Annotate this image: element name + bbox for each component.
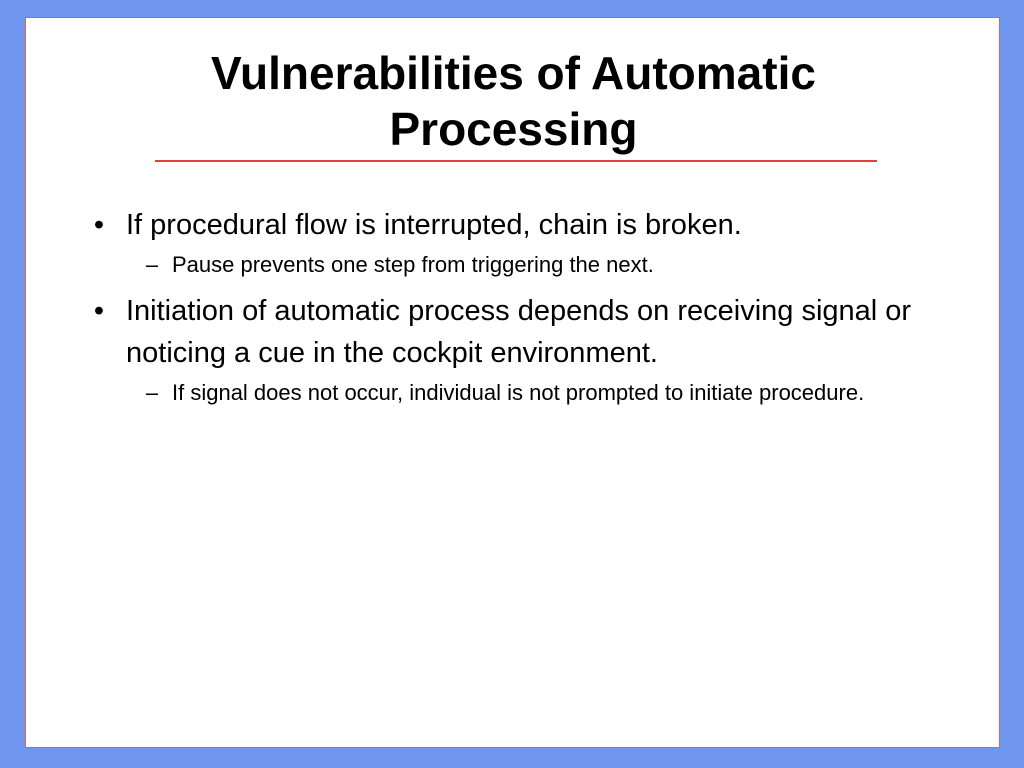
sub-bullet-text: If signal does not occur, individual is not prompted to initiate procedure. xyxy=(172,380,865,405)
bullet-item-2 xyxy=(84,290,964,374)
sub-bullet-marker: – xyxy=(145,380,159,405)
sub-bullet-item-1 xyxy=(84,248,964,282)
bullet-text: Initiation of automatic process depends on receiving signal or noticing a cue in the cockpit environment. xyxy=(126,295,912,369)
slide xyxy=(25,17,1000,748)
slide-title xyxy=(26,45,1001,157)
bullet-marker: • xyxy=(93,295,105,327)
title-divider xyxy=(155,160,877,162)
slide-body xyxy=(84,204,964,418)
sub-bullet-marker: – xyxy=(145,252,159,277)
sub-bullet-text: Pause prevents one step from triggering the next. xyxy=(172,252,654,277)
bullet-marker: • xyxy=(93,209,105,241)
bullet-item-1 xyxy=(84,204,964,246)
bullet-text: If procedural flow is interrupted, chain is broken. xyxy=(126,209,742,241)
slide-title-line-2: Processing xyxy=(389,103,638,155)
slide-title-line-1: Vulnerabilities of Automatic xyxy=(211,47,816,99)
sub-bullet-item-2 xyxy=(84,376,964,410)
